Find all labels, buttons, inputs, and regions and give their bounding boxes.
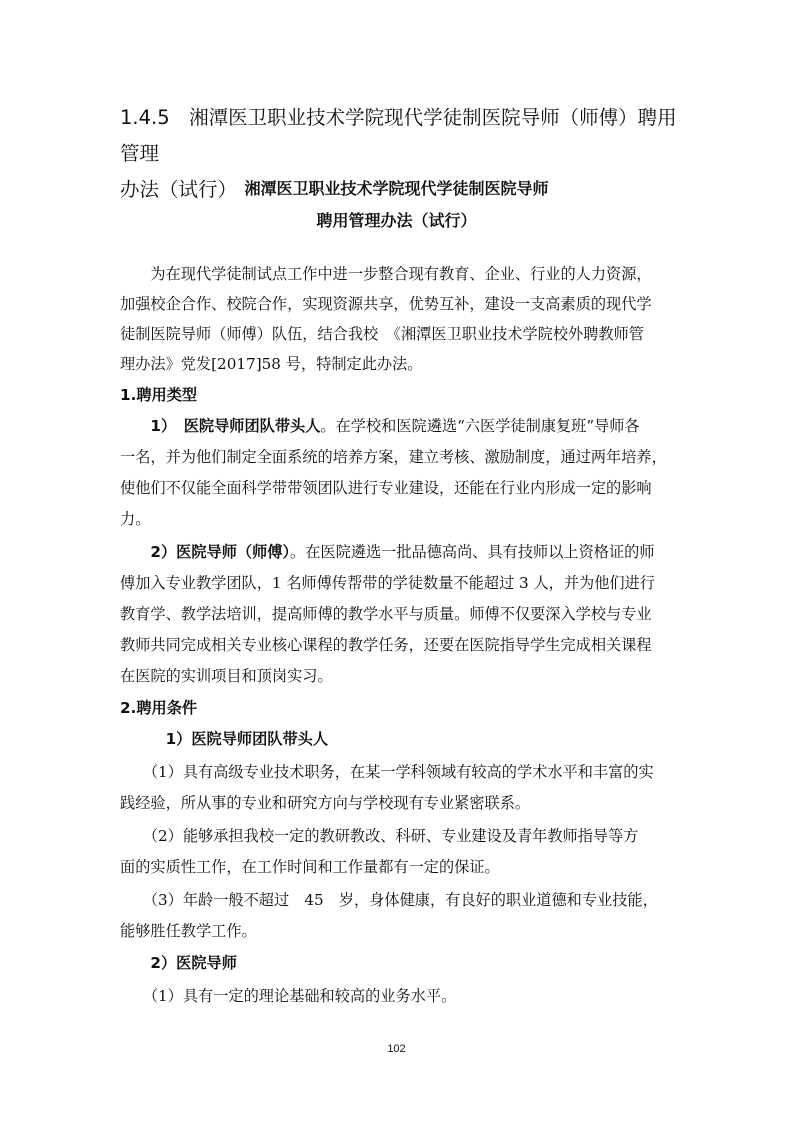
intro-line: 为在现代学徒制试点工作中进一步整合现有教育、企业、行业的人力资源， (120, 265, 652, 283)
cond-subheading-2: 2）医院导师 (120, 954, 237, 972)
page-number: 102 (387, 1043, 406, 1055)
cond2-line: 面的实质性工作，在工作时间和工作量都有一定的保证。 (120, 858, 500, 876)
type2-lead: 2）医院导师（师傅） (120, 543, 291, 561)
heading-employment-conditions: 2.聘用条件 (120, 699, 198, 717)
type1-line: 使他们不仅能全面科学带带领团队进行专业建设，还能在行业内形成一定的影响 (120, 479, 652, 497)
type2-first-rest: 。在医院遴选一批品德高尚、具有技师以上资格证的师 (290, 543, 655, 561)
section-title-line: 办法（试行） (120, 178, 238, 201)
type1-line: 力。 (120, 510, 151, 528)
doc-title-line-1: 湘潭医卫职业技术学院现代学徒制医院导师 (244, 179, 549, 198)
intro-line: 徒制医院导师（师傅）队伍，结合我校 《湘潭医卫职业技术学院校外聘教师管 (120, 325, 644, 343)
section-title-line: 1.4.5 湘潭医卫职业技术学院现代学徒制医院导师（师傅）聘用管理 (120, 106, 677, 165)
type1-first-rest: 。在学校和医院遴选“六医学徒制康复班”导师各 (320, 417, 640, 435)
doc-title-line-2: 聘用管理办法（试行） (316, 211, 477, 230)
cond4-line: （1）具有一定的理论基础和较高的业务水平。 (120, 987, 457, 1005)
intro-line: 加强校企合作、校院合作，实现资源共享，优势互补，建设一支高素质的现代学 (120, 295, 652, 313)
type1-line: 一名，并为他们制定全面系统的培养方案，建立考核、激励制度，通过两年培养， (120, 448, 667, 466)
type2-line: 教育学、教学法培训，提高师傅的教学水平与质量。师傅不仅要深入学校与专业 (120, 605, 652, 623)
type2-line: 傅加入专业教学团队，1 名师傅传帮带的学徒数量不能超过 3 人，并为他们进行 (120, 574, 655, 592)
cond1-line: 践经验，所从事的专业和研究方向与学校现有专业紧密联系。 (120, 794, 531, 812)
cond3-line: 能够胜任教学工作。 (120, 922, 257, 940)
cond1-line: （1）具有高级专业技术职务，在某一学科领域有较高的学术水平和丰富的实 (120, 763, 654, 781)
heading-employment-types: 1.聘用类型 (120, 386, 198, 404)
type2-first-line (120, 541, 655, 562)
cond3-line: （3）年龄一般不超过 45 岁，身体健康，有良好的职业道德和专业技能， (120, 891, 658, 909)
cond2-line: （2）能够承担我校一定的教研教改、科研、专业建设及青年教师指导等方 (120, 827, 639, 845)
type1-first-line (120, 415, 640, 436)
intro-line: 理办法》党发[2017]58 号，特制定此办法。 (120, 355, 423, 373)
type1-lead: 1） 医院导师团队带头人 (120, 417, 321, 435)
cond-subheading-1: 1）医院导师团队带头人 (120, 730, 329, 748)
type2-line: 教师共同完成相关专业核心课程的教学任务，还要在医院指导学生完成相关课程 (120, 636, 652, 654)
type2-line: 在医院的实训项目和顶岗实习。 (120, 667, 333, 685)
